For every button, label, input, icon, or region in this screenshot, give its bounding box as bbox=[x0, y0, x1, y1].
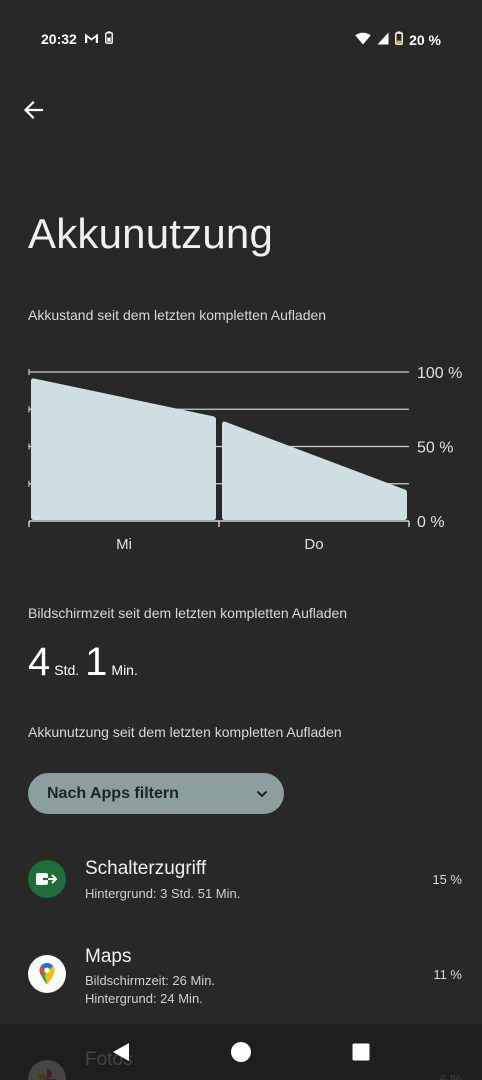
screen-time-minutes: 1 bbox=[85, 640, 108, 684]
status-time: 20:32 bbox=[41, 31, 77, 47]
system-status bbox=[355, 31, 441, 48]
page-title: Akkunutzung bbox=[28, 210, 274, 257]
nav-recents-button[interactable] bbox=[349, 1040, 373, 1064]
nav-home-button[interactable] bbox=[229, 1040, 253, 1064]
filter-apps-label: Nach Apps filtern bbox=[47, 784, 179, 802]
screen-time-value bbox=[28, 640, 144, 685]
wifi-icon bbox=[355, 32, 371, 48]
chart-x-labels bbox=[116, 536, 324, 553]
maps-icon bbox=[28, 955, 66, 993]
battery-saver-icon bbox=[105, 31, 113, 49]
filter-apps-dropdown[interactable] bbox=[28, 773, 284, 814]
chart-y-label: 50 % bbox=[417, 439, 454, 457]
screen-time-minutes-unit: Min. bbox=[111, 662, 138, 678]
gmail-icon bbox=[84, 31, 99, 49]
app-usage-line-2: Hintergrund: 24 Min. bbox=[85, 991, 203, 1006]
app-name: Schalterzugriff bbox=[85, 858, 207, 879]
screen-time-hours-unit: Std. bbox=[54, 662, 80, 678]
app-name: Maps bbox=[85, 946, 132, 967]
notification-icons bbox=[84, 31, 113, 49]
app-percentage: 11 % bbox=[433, 967, 462, 982]
app-item-switch-access[interactable] bbox=[0, 845, 482, 913]
nav-recents-icon bbox=[351, 1042, 371, 1062]
screen-time-hours: 4 bbox=[28, 640, 51, 684]
battery-percentage: 20 % bbox=[409, 31, 441, 48]
chart-area-segment bbox=[31, 378, 216, 520]
chart-areas bbox=[31, 378, 407, 520]
battery-icon bbox=[395, 31, 403, 48]
app-usage-line: Bildschirmzeit: 26 Min. bbox=[85, 973, 216, 988]
battery-level-chart bbox=[0, 350, 482, 570]
chart-y-label: 0 % bbox=[417, 514, 445, 531]
screen-time-label: Bildschirmzeit seit dem letzten kompletten Aufladen bbox=[28, 605, 348, 621]
chevron-down-icon bbox=[256, 790, 268, 798]
app-percentage: 15 % bbox=[432, 872, 462, 887]
chart-x-label: Do bbox=[304, 536, 324, 553]
usage-label: Akkunutzung seit dem letzten kompletten Aufladen bbox=[28, 724, 342, 740]
nav-back-icon bbox=[111, 1041, 131, 1063]
navigation-bar bbox=[0, 1024, 482, 1080]
chart-y-labels bbox=[417, 365, 462, 531]
arrow-left-icon bbox=[22, 99, 44, 121]
app-item-maps[interactable] bbox=[0, 935, 482, 1015]
nav-home-icon bbox=[230, 1041, 252, 1063]
switch-access-icon bbox=[28, 860, 66, 898]
status-bar bbox=[0, 0, 482, 78]
app-usage-line: Hintergrund: 3 Std. 51 Min. bbox=[85, 886, 241, 901]
chart-y-label: 100 % bbox=[417, 365, 463, 382]
signal-icon bbox=[377, 32, 389, 48]
nav-back-button[interactable] bbox=[109, 1040, 133, 1064]
back-button[interactable] bbox=[18, 95, 48, 125]
chart-area-segment bbox=[222, 422, 407, 520]
battery-chart-label: Akkustand seit dem letzten kompletten Aufladen bbox=[28, 307, 327, 323]
chart-x-label: Mi bbox=[116, 536, 132, 553]
